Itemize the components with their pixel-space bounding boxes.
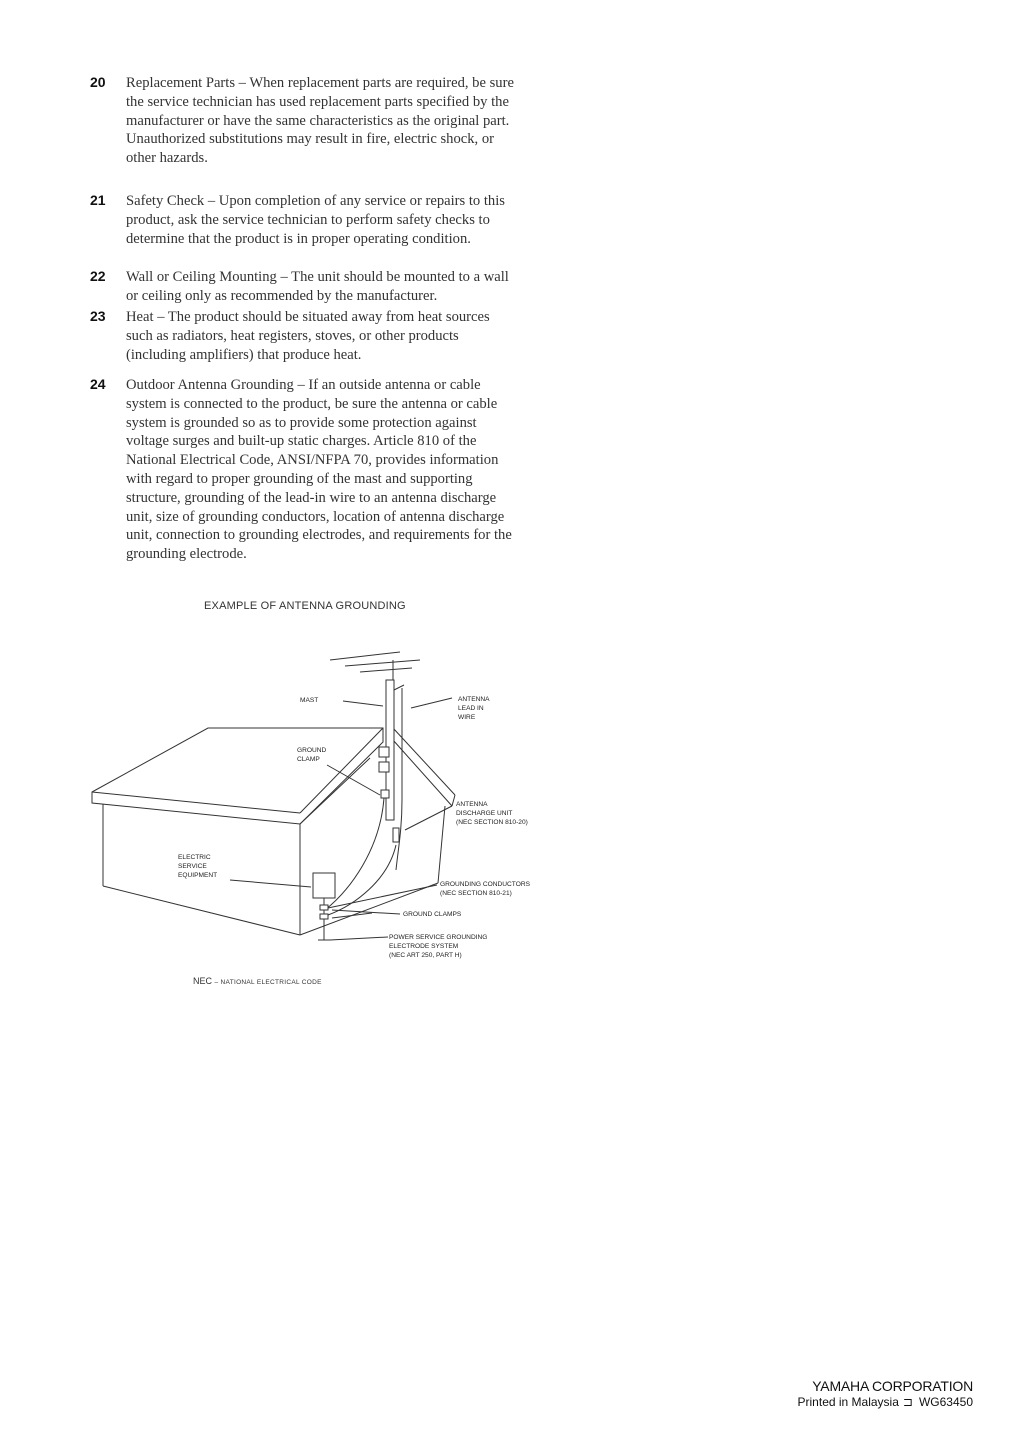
item-text: Wall or Ceiling Mounting – The unit should be mounted to a wall or ceiling only as recommended by the manufacturer.	[126, 269, 509, 304]
item-number: 20	[90, 74, 106, 90]
item-number: 21	[90, 192, 106, 208]
printed-line	[798, 1395, 973, 1409]
label-antenna-lead-1: ANTENNA	[458, 696, 490, 703]
item-text: Safety Check – Upon completion of any service or repairs to this product, ask the service technician to perform safety checks to determine that the product is in proper operating condition.	[126, 193, 505, 247]
item-24	[90, 376, 520, 564]
label-electric-1: ELECTRIC	[178, 854, 211, 861]
item-22	[90, 268, 520, 306]
document-code: WG63450	[918, 1395, 973, 1409]
footer	[798, 1378, 973, 1409]
label-discharge-3: (NEC SECTION 810-20)	[456, 819, 528, 826]
nec-prefix: NEC	[193, 976, 213, 986]
label-ground-clamp-2: CLAMP	[297, 756, 320, 763]
corporation-name: YAMAHA CORPORATION	[812, 1378, 973, 1394]
label-mast: MAST	[300, 697, 319, 704]
label-conductors-2: (NEC SECTION 810-21)	[440, 890, 512, 897]
label-antenna-lead-3: WIRE	[458, 714, 476, 721]
nec-text: – NATIONAL ELECTRICAL CODE	[214, 979, 322, 986]
item-20	[90, 74, 520, 168]
label-antenna-lead-2: LEAD IN	[458, 705, 484, 712]
item-23	[90, 308, 520, 364]
label-electric-3: EQUIPMENT	[178, 872, 218, 879]
item-text: Outdoor Antenna Grounding – If an outside antenna or cable system is connected to the product, be sure the antenna or cable system is grounded so as to provide some protection against voltage surges and built-up static charges. Article 810 of the National Electrical Code, ANSI/NFPA 70, provides information with regard to proper grounding of the mast and supporting structure, grounding of the lead-in wire to an antenna discharge unit, size of grounding conductors, location of antenna discharge unit, connection to grounding electrodes, and requirements for the grounding electrode.	[126, 377, 512, 563]
house-drawing	[92, 652, 455, 940]
label-discharge-2: DISCHARGE UNIT	[456, 810, 513, 817]
label-ground-clamps: GROUND CLAMPS	[403, 911, 462, 918]
print-mark-icon: ⊐	[902, 1395, 913, 1409]
item-21	[90, 192, 520, 248]
label-electric-2: SERVICE	[178, 863, 207, 870]
label-power-3: (NEC ART 250, PART H)	[389, 952, 462, 959]
diagram-title: EXAMPLE OF ANTENNA GROUNDING	[204, 600, 406, 612]
label-power-1: POWER SERVICE GROUNDING	[389, 934, 488, 941]
label-discharge-1: ANTENNA	[456, 801, 488, 808]
printed-text: Printed in Malaysia	[797, 1395, 899, 1409]
item-number: 22	[90, 268, 106, 284]
label-conductors-1: GROUNDING CONDUCTORS	[440, 881, 530, 888]
item-text: Replacement Parts – When replacement parts are required, be sure the service technician has used replacement parts specified by the manufacturer or have the same characteristics as the original part. Unauthorized substitutions may result in fire, electric shock, or other hazards.	[126, 75, 514, 167]
label-power-2: ELECTRODE SYSTEM	[389, 943, 459, 950]
item-number: 23	[90, 308, 106, 324]
label-ground-clamp-1: GROUND	[297, 747, 327, 754]
antenna-grounding-diagram	[85, 645, 565, 975]
item-number: 24	[90, 376, 106, 392]
item-text: Heat – The product should be situated away from heat sources such as radiators, heat registers, stoves, or other products (including amplifiers) that produce heat.	[126, 309, 490, 363]
nec-note	[193, 976, 322, 986]
